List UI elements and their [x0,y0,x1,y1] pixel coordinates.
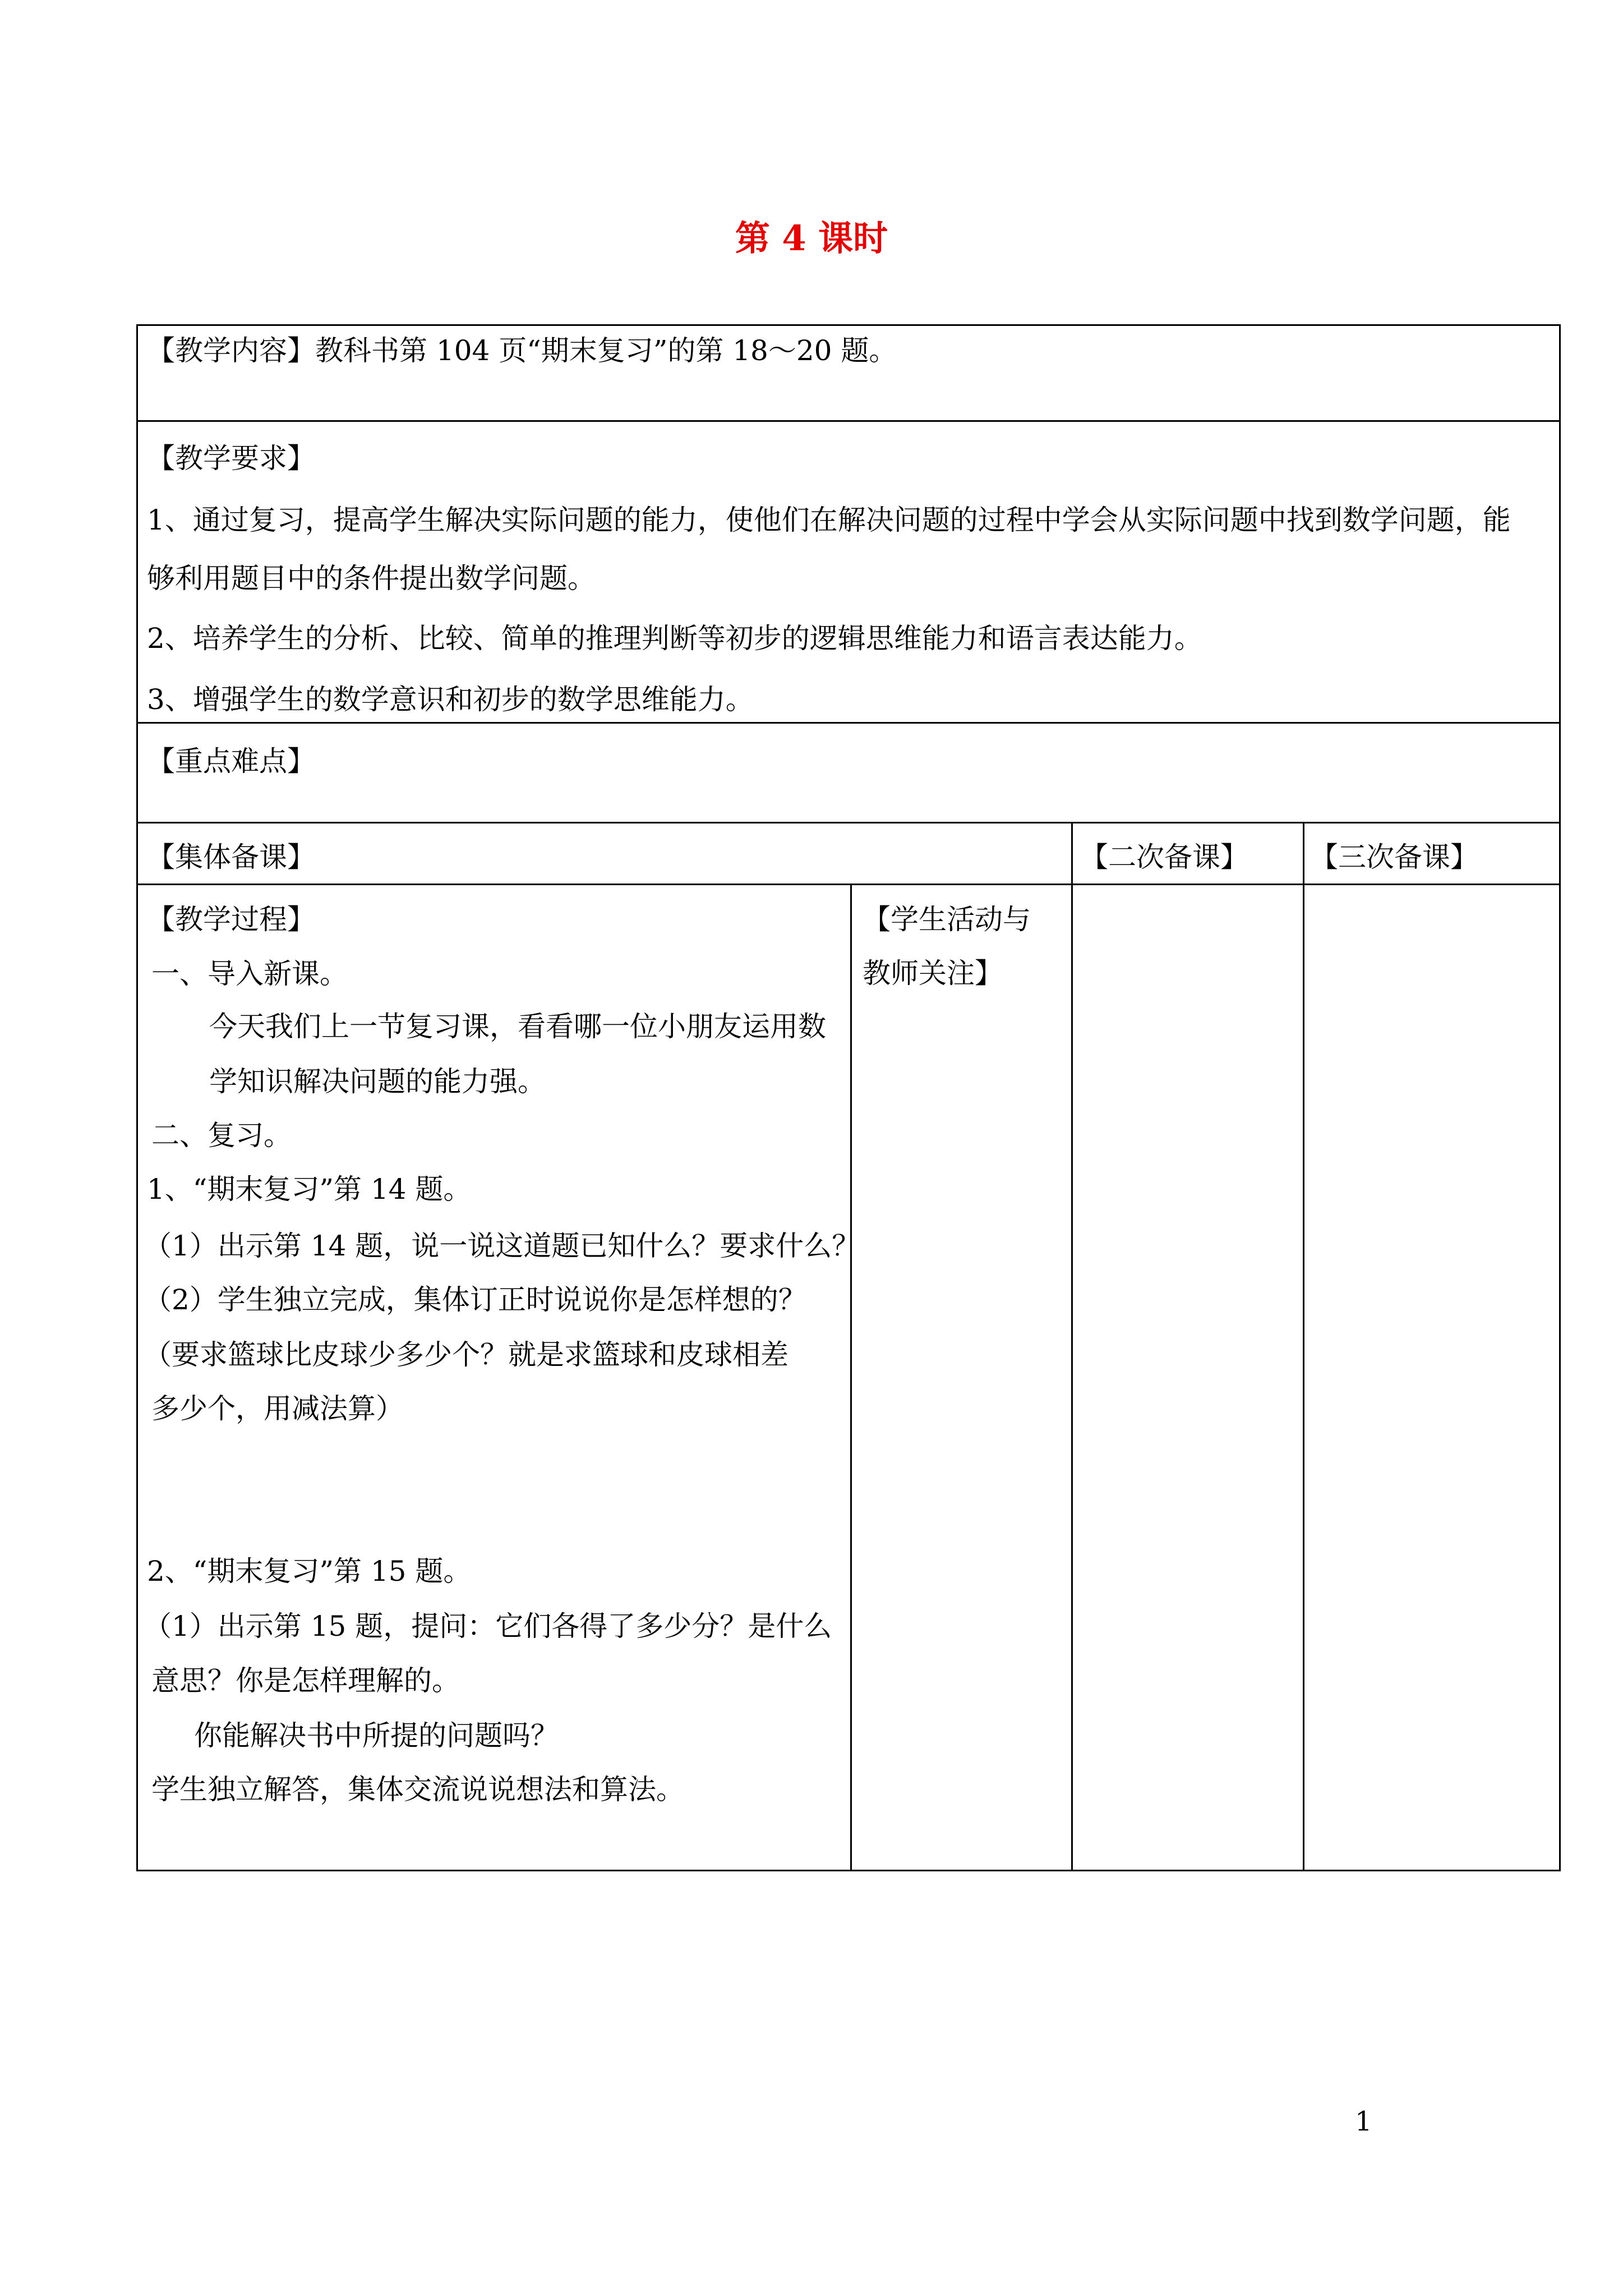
process-text: （要求篮球比皮球少多少个？就是求篮球和皮球相差 [144,1338,789,1371]
process-text: （2）学生独立完成，集体订正时说说你是怎样想的？ [144,1283,806,1316]
section-heading: 一、导入新课。 [151,958,348,990]
collective-prep-header: 【集体备课】 [147,841,315,873]
requirement-item: 3、增强学生的数学意识和初步的数学思维能力。 [147,683,754,716]
process-text: 学生独立解答，集体交流说说想法和算法。 [151,1773,684,1806]
second-prep-header: 【二次备课】 [1080,841,1248,873]
process-text: 你能解决书中所提的问题吗？ [194,1719,559,1752]
requirement-item: 2、培养学生的分析、比较、简单的推理判断等初步的逻辑思维能力和语言表达能力。 [147,622,1202,655]
row-divider [136,822,1561,823]
teaching-content: 【教学内容】教科书第 104 页“期末复习”的第 18～20 题。 [147,334,897,367]
column-divider [1303,823,1304,1871]
process-heading: 【教学过程】 [147,903,315,936]
student-activity-heading: 【学生活动与 [863,903,1031,936]
requirement-item: 1、通过复习，提高学生解决实际问题的能力，使他们在解决问题的过程中学会从实际问题中找到数学问题，能 [147,504,1511,536]
section-heading: 二、复习。 [151,1119,292,1152]
page-title: 第 4 课时 [735,218,888,259]
page-number: 1 [1355,2106,1372,2137]
row-divider [136,884,1561,885]
third-prep-header: 【三次备课】 [1310,841,1478,873]
column-divider [850,884,852,1871]
key-points-heading: 【重点难点】 [147,745,315,777]
process-text: 多少个，用减法算） [151,1392,404,1425]
exercise-heading: 1、“期末复习”第 14 题。 [147,1173,472,1205]
row-divider [136,420,1561,422]
exercise-heading: 2、“期末复习”第 15 题。 [147,1555,472,1588]
student-activity-heading: 教师关注】 [863,957,1003,990]
process-text: 意思？你是怎样理解的。 [151,1664,460,1697]
requirements-heading: 【教学要求】 [147,442,315,475]
row-divider [136,722,1561,724]
process-text: （1）出示第 14 题，说一说这道题已知什么？要求什么？ [144,1230,860,1262]
process-text: 学知识解决问题的能力强。 [209,1065,546,1098]
column-divider [1071,823,1073,1871]
process-text: 今天我们上一节复习课，看看哪一位小朋友运用数 [209,1010,826,1043]
process-text: （1）出示第 15 题，提问：它们各得了多少分？是什么 [144,1610,832,1642]
requirement-item: 够利用题目中的条件提出数学问题。 [147,562,596,595]
